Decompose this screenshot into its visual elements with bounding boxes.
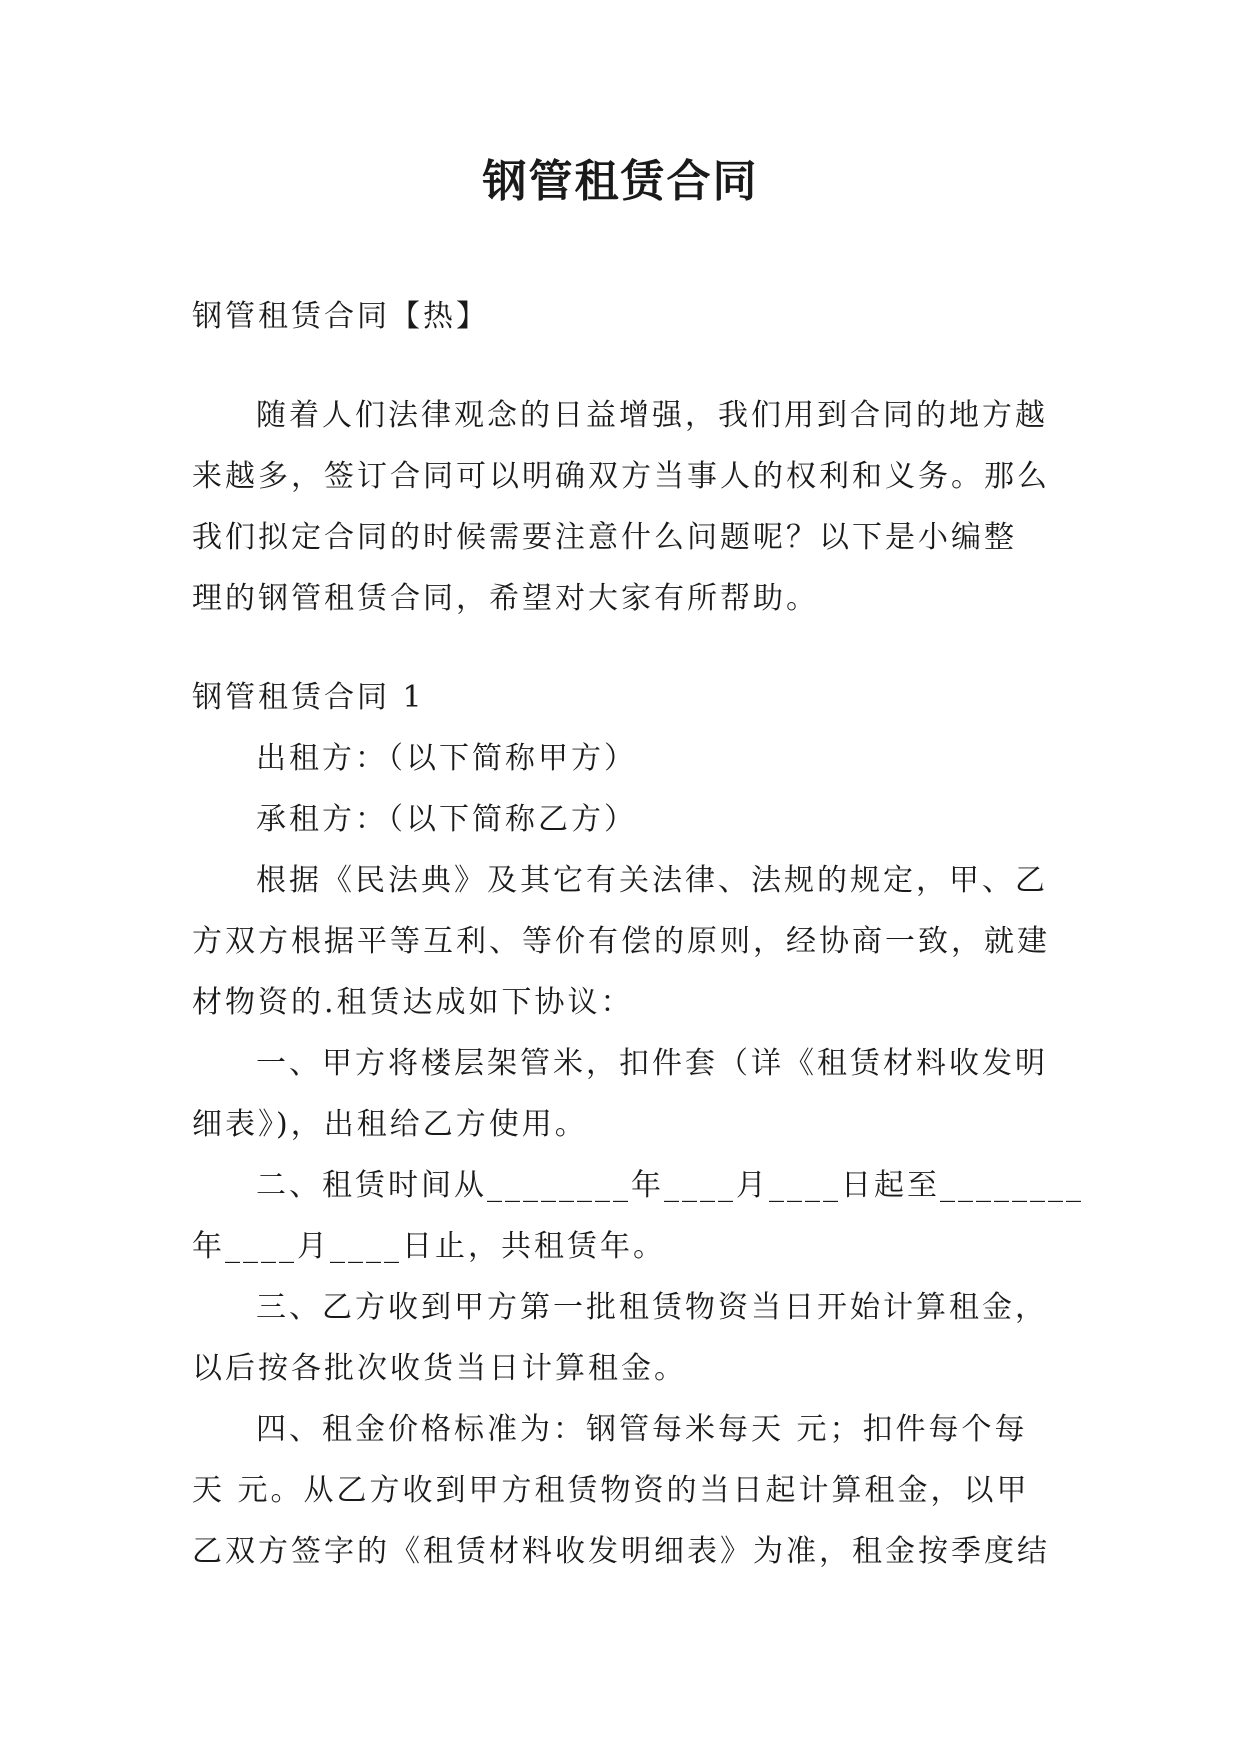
document-title: 钢管租赁合同	[482, 156, 759, 207]
clause-line: 乙双方签字的《租赁材料收发明细表》为准，租金按季度结	[192, 1534, 1050, 1569]
clause-line: 材物资的.租赁达成如下协议：	[192, 985, 634, 1020]
document-body	[192, 286, 1084, 1582]
clause-line: 细表》)，出租给乙方使用。	[192, 1107, 588, 1142]
intro-line: 来越多，签订合同可以明确双方当事人的权利和义务。那么	[192, 459, 1050, 494]
clause-line: 根据《民法典》及其它有关法律、法规的规定，甲、乙	[256, 863, 1048, 898]
clause-line: 年____月____日止，共租赁年。	[192, 1229, 666, 1264]
clause-line: 以后按各批次收货当日计算租金。	[192, 1351, 687, 1386]
clause-line: 方双方根据平等互利、等价有偿的原则，经协商一致，就建	[192, 924, 1050, 959]
clause-line: 一、甲方将楼层架管米，扣件套（详《租赁材料收发明	[256, 1046, 1048, 1081]
intro-line: 理的钢管租赁合同，希望对大家有所帮助。	[192, 581, 819, 616]
intro-line: 我们拟定合同的时候需要注意什么问题呢？以下是小编整	[192, 520, 1017, 555]
clause-line: 三、乙方收到甲方第一批租赁物资当日开始计算租金，	[256, 1290, 1048, 1325]
lessee-line: 承租方：（以下简称乙方）	[256, 802, 637, 837]
document-subtitle: 钢管租赁合同【热】	[192, 299, 489, 334]
clause-line: 四、租金价格标准为：钢管每米每天 元；扣件每个每	[256, 1412, 1028, 1447]
section-heading: 钢管租赁合同 1	[192, 680, 425, 715]
clause-line: 天 元。从乙方收到甲方租赁物资的当日起计算租金，以甲	[192, 1473, 1030, 1508]
clause-line: 二、租赁时间从________年____月____日起至________	[256, 1168, 1084, 1203]
lessor-line: 出租方：（以下简称甲方）	[256, 741, 637, 776]
intro-line: 随着人们法律观念的日益增强，我们用到合同的地方越	[256, 398, 1048, 433]
